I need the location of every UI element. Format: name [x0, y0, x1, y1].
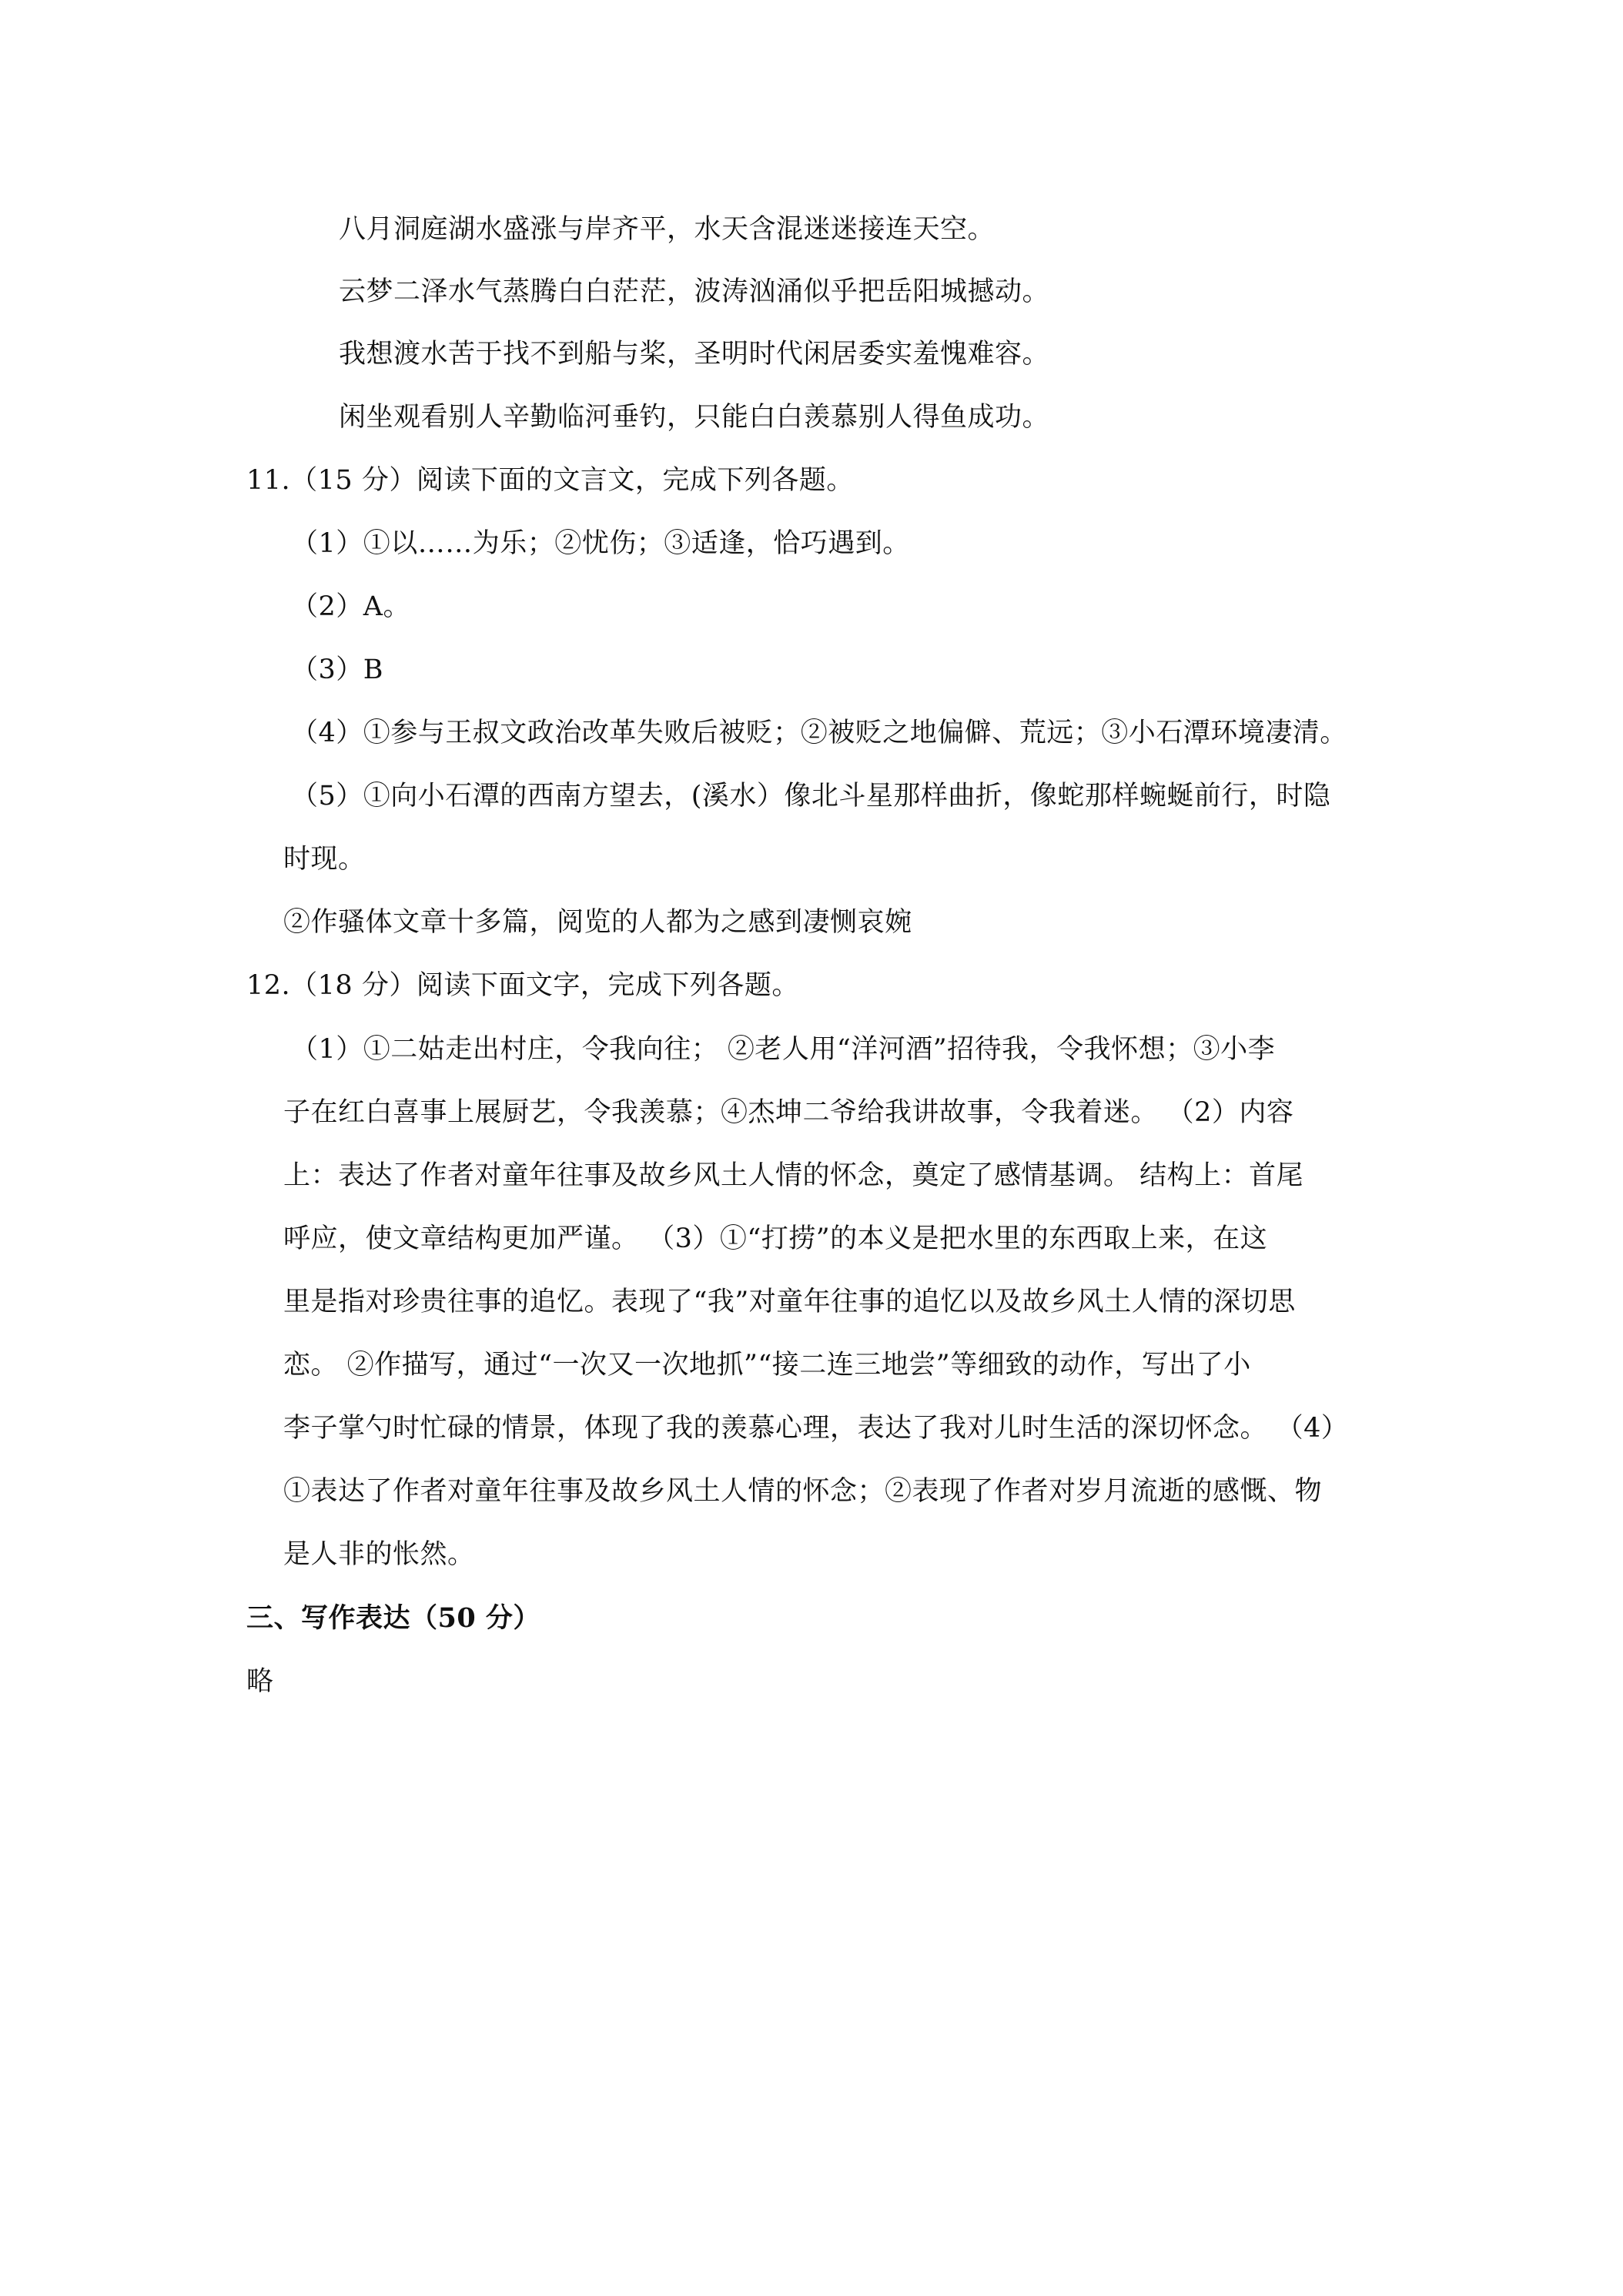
q11-answer-4: （4）①参与王叔文政治改革失败后被贬；②被贬之地偏僻、荒远；③小石潭环境凄清。	[291, 718, 1347, 748]
q12-line-8: ①表达了作者对童年往事及故乡风土人情的怀念；②表现了作者对岁月流逝的感慨、物	[283, 1476, 1323, 1507]
q11-answer-2: （2）A。	[291, 591, 411, 622]
section-3-body: 略	[246, 1666, 274, 1697]
q12-line-7: 李子掌勺时忙碌的情景，体现了我的羡慕心理，表达了我对儿时生活的深切怀念。 （4）	[283, 1413, 1349, 1444]
poem-line-1: 八月洞庭湖水盛涨与岸齐平，水天含混迷迷接连天空。	[339, 214, 996, 245]
poem-line-2: 云梦二泽水气蒸腾白白茫茫，波涛汹涌似乎把岳阳城撼动。	[339, 276, 1050, 307]
q12-line-4: 呼应，使文章结构更加严谨。 （3）①“打捞”的本义是把水里的东西取上来，在这	[283, 1223, 1268, 1254]
question-12-heading: 12.（18 分）阅读下面文字，完成下列各题。	[246, 970, 799, 1001]
q11-answer-5-line-3: ②作骚体文章十多篇，阅览的人都为之感到凄恻哀婉	[283, 907, 912, 938]
poem-line-3: 我想渡水苦于找不到船与桨，圣明时代闲居委实羞愧难容。	[339, 339, 1050, 370]
q12-line-1: （1）①二姑走出村庄，令我向往； ②老人用“洋河酒”招待我，令我怀想；③小李	[291, 1034, 1276, 1065]
q11-answer-5-line-2: 时现。	[283, 844, 366, 875]
q12-line-5: 里是指对珍贵往事的追忆。表现了“我”对童年往事的追忆以及故乡风土人情的深切思	[283, 1287, 1296, 1317]
question-11-heading: 11.（15 分）阅读下面的文言文，完成下列各题。	[246, 465, 854, 496]
q12-line-3: 上：表达了作者对童年往事及故乡风土人情的怀念，奠定了感情基调。 结构上：首尾	[283, 1160, 1304, 1191]
q12-line-6: 恋。 ②作描写，通过“一次又一次地抓”“接二连三地尝”等细致的动作，写出了小	[283, 1350, 1251, 1381]
q12-line-2: 子在红白喜事上展厨艺，令我羡慕；④杰坤二爷给我讲故事，令我着迷。 （2）内容	[283, 1097, 1294, 1128]
q12-line-9: 是人非的怅然。	[283, 1539, 475, 1570]
q11-answer-1: （1）①以……为乐；②忧伤；③适逢，恰巧遇到。	[291, 528, 910, 559]
q11-answer-3: （3）B	[291, 654, 383, 685]
poem-line-4: 闲坐观看别人辛勤临河垂钓，只能白白羡慕别人得鱼成功。	[339, 402, 1050, 433]
q11-answer-5-line-1: （5）①向小石潭的西南方望去，(溪水）像北斗星那样曲折，像蛇那样蜿蜒前行，时隐	[291, 781, 1331, 812]
section-3-heading: 三、写作表达（50 分）	[246, 1602, 540, 1634]
